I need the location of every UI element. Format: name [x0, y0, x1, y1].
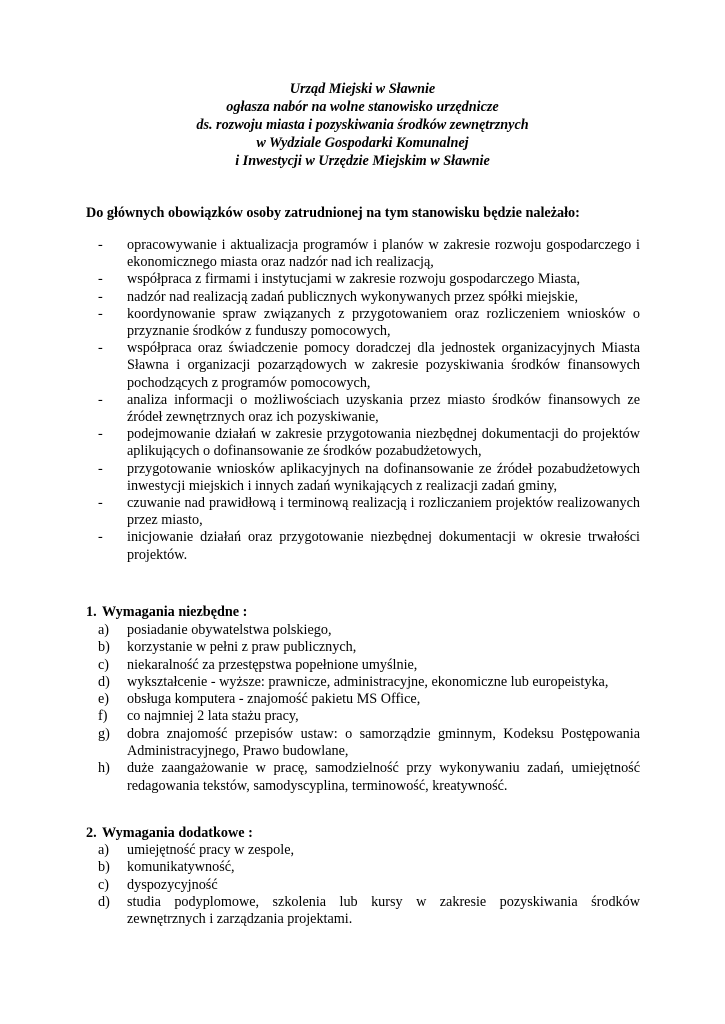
- duties-list: [98, 237, 640, 564]
- item-text: wykształcenie - wyższe: prawnicze, administracyjne, ekonomiczne lub europeistyka,: [127, 673, 609, 690]
- item-letter: d): [98, 893, 110, 910]
- item-letter: d): [98, 673, 110, 690]
- dash-bullet: -: [98, 237, 103, 253]
- item-text: umiejętność pracy w zespole,: [127, 842, 295, 858]
- additional-qualifications-heading: [86, 824, 253, 842]
- requirement-item: [98, 894, 640, 929]
- duty-item: [98, 461, 640, 495]
- item-text: studia podyplomowe, szkolenia lub kursy w zakresie pozyskiwania środków zewnętrznych i zarządzania projektami.: [127, 893, 640, 928]
- section-number: 1.: [86, 604, 97, 620]
- item-letter: a): [98, 622, 110, 638]
- additional-qualifications-list: [98, 842, 640, 928]
- duty-item: [98, 529, 640, 563]
- requirement-item: [98, 859, 640, 876]
- duty-text: podejmowanie działań w zakresie przygotowania niezbędnej dokumentacji do projektów aplikujących o dofinansowanie ze środków pozabudżetowych,: [127, 426, 640, 460]
- dash-bullet: -: [98, 288, 103, 305]
- item-letter: c): [98, 876, 110, 893]
- duty-text: czuwanie nad prawidłową i terminową realizacją i rozliczaniem projektów realizowanych przez miasto,: [127, 495, 640, 529]
- dash-bullet: -: [98, 529, 103, 546]
- dash-bullet: -: [98, 340, 103, 357]
- document-header: [0, 80, 725, 170]
- duty-text: przygotowanie wniosków aplikacyjnych na dofinansowanie ze źródeł pozabudżetowych inwestycji miejskich i innych zadań wynikających z realizacji zadań gminy,: [127, 460, 640, 494]
- item-letter: a): [98, 842, 110, 858]
- duties-intro: Do głównych obowiązków osoby zatrudnionej na tym stanowisku będzie należało:: [86, 205, 580, 221]
- section-title: Wymagania niezbędne :: [102, 604, 248, 620]
- duty-text: analiza informacji o możliwościach uzyskania przez miasto środków finansowych ze źródeł zewnętrznych oraz ich pozyskiwanie,: [127, 391, 640, 426]
- requirement-item: [98, 842, 640, 859]
- item-text: posiadanie obywatelstwa polskiego,: [127, 622, 332, 638]
- dash-bullet: -: [98, 495, 103, 512]
- requirement-item: [98, 639, 640, 656]
- required-qualifications-list: [98, 622, 640, 795]
- item-letter: b): [98, 639, 110, 656]
- section-number: 2.: [86, 825, 97, 841]
- duty-item: [98, 426, 640, 460]
- header-line: i Inwestycji w Urzędzie Miejskim w Sławnie: [235, 153, 490, 169]
- item-letter: g): [98, 725, 110, 742]
- dash-bullet: -: [98, 305, 103, 322]
- requirement-item: [98, 877, 640, 894]
- requirement-item: [98, 760, 640, 795]
- required-qualifications-heading: [86, 603, 247, 621]
- duty-text: współpraca z firmami i instytucjami w zakresie rozwoju gospodarczego Miasta,: [127, 271, 581, 288]
- header-line: ds. rozwoju miasta i pozyskiwania środków zewnętrznych: [196, 117, 529, 133]
- duty-text: współpraca oraz świadczenie pomocy doradczej dla jednostek organizacyjnych Miasta Sławna i organizacji pozarządowych w zakresie pozyskiwania środków finansowych pochodzących z programów pomocowych,: [127, 340, 640, 391]
- item-text: dyspozycyjność: [127, 876, 218, 893]
- duty-item: [98, 392, 640, 426]
- header-line: ogłasza nabór na wolne stanowisko urzędnicze: [226, 99, 499, 115]
- requirement-item: [98, 622, 640, 639]
- item-letter: h): [98, 760, 110, 777]
- item-text: duże zaangażowanie w pracę, samodzielność przy wykonywaniu zadań, umiejętność redagowania tekstów, samodyscyplina, terminowość, kreatywność.: [127, 760, 640, 794]
- duty-item: [98, 237, 640, 271]
- item-text: co najmniej 2 lata stażu pracy,: [127, 708, 299, 725]
- item-text: komunikatywność,: [127, 859, 235, 876]
- duty-text: inicjowanie działań oraz przygotowanie niezbędnej dokumentacji w okresie trwałości projektów.: [127, 529, 640, 563]
- duty-text: koordynowanie spraw związanych z przygotowaniem oraz rozliczeniem wniosków o przyznanie środków z funduszy pomocowych,: [127, 305, 640, 340]
- item-letter: c): [98, 656, 110, 673]
- item-text: dobra znajomość przepisów ustaw: o samorządzie gminnym, Kodeksu Postępowania Administracyjnego, Prawo budowlane,: [127, 725, 640, 760]
- duty-text: opracowywanie i aktualizacja programów i planów w zakresie rozwoju gospodarczego i ekonomicznego miasta oraz nadzór nad ich realizacją,: [127, 237, 640, 271]
- item-text: obsługa komputera - znajomość pakietu MS Office,: [127, 691, 421, 708]
- duty-item: [98, 289, 640, 306]
- item-letter: f): [98, 708, 108, 725]
- dash-bullet: -: [98, 426, 103, 443]
- section-title: Wymagania dodatkowe :: [102, 825, 253, 841]
- header-line: Urząd Miejski w Sławnie: [289, 81, 436, 97]
- dash-bullet: -: [98, 460, 103, 477]
- duty-item: [98, 306, 640, 340]
- item-text: niekaralność za przestępstwa popełnione umyślnie,: [127, 656, 418, 673]
- dash-bullet: -: [98, 271, 103, 288]
- header-line: w Wydziale Gospodarki Komunalnej: [256, 135, 469, 151]
- requirement-item: [98, 691, 640, 708]
- requirement-item: [98, 726, 640, 761]
- requirement-item: [98, 674, 640, 691]
- requirement-item: [98, 708, 640, 725]
- duty-item: [98, 495, 640, 529]
- duty-item: [98, 271, 640, 288]
- item-text: korzystanie w pełni z praw publicznych,: [127, 639, 357, 656]
- item-letter: b): [98, 859, 110, 876]
- requirement-item: [98, 657, 640, 674]
- duty-item: [98, 340, 640, 392]
- item-letter: e): [98, 691, 110, 708]
- dash-bullet: -: [98, 391, 103, 408]
- duty-text: nadzór nad realizacją zadań publicznych wykonywanych przez spółki miejskie,: [127, 288, 579, 305]
